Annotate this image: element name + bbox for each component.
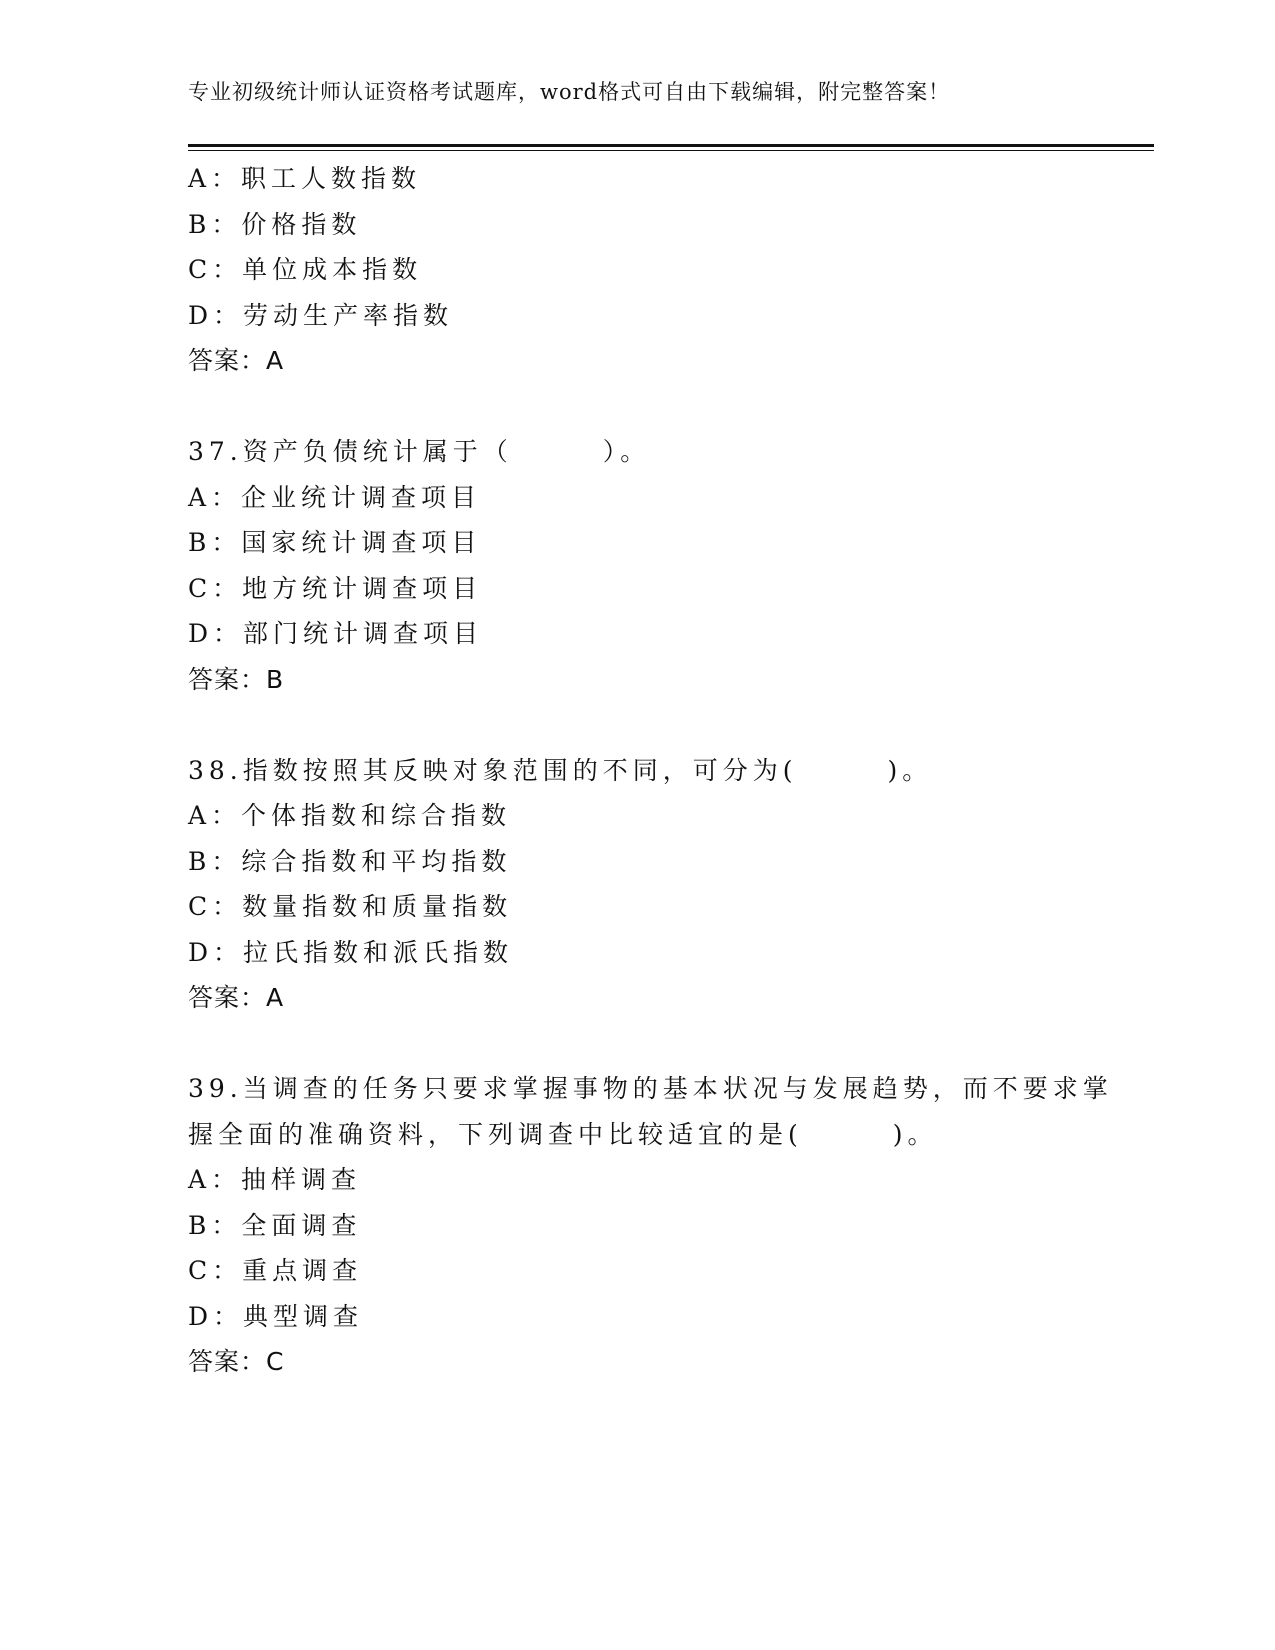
- answer-line: 答案：C: [188, 1347, 285, 1376]
- header-rule-thin: [188, 150, 1154, 151]
- question-38-block: [188, 748, 1088, 1021]
- option-c: C：单位成本指数: [188, 255, 423, 284]
- answer-line: 答案：A: [188, 346, 285, 375]
- question-39-block: [188, 1066, 1113, 1385]
- option-a: A：企业统计调查项目: [188, 482, 482, 512]
- option-d: D：拉氏指数和派氏指数: [188, 937, 514, 967]
- option-b: B：国家统计调查项目: [188, 528, 482, 557]
- option-c: C：地方统计调查项目: [188, 573, 483, 603]
- option-a: A：个体指数和综合指数: [188, 801, 512, 830]
- answer-line: 答案：A: [188, 983, 285, 1012]
- header-rule-thick: [188, 144, 1154, 147]
- question-37-block: [188, 429, 1088, 702]
- answer-line: 答案：B: [188, 664, 285, 694]
- option-d: D：典型调查: [188, 1301, 364, 1331]
- question-text: 37.资产负债统计属于（ ）。: [188, 437, 651, 466]
- option-d: D：部门统计调查项目: [188, 619, 484, 648]
- page-header: 专业初级统计师认证资格考试题库，word格式可自由下载编辑，附完整答案！: [188, 80, 951, 104]
- option-c: C：重点调查: [188, 1256, 363, 1285]
- option-b: B：综合指数和平均指数: [188, 846, 512, 876]
- option-b: B：价格指数: [188, 209, 362, 239]
- option-a: A：抽样调查: [188, 1165, 362, 1194]
- question-text-line-2: 握全面的准确资料，下列调查中比较适宜的是( )。: [188, 1119, 938, 1149]
- question-36-block: [188, 156, 1088, 384]
- option-a: A：职工人数指数: [188, 164, 422, 193]
- option-b: B：全面调查: [188, 1210, 362, 1240]
- question-text-line-1: 39.当调查的任务只要求掌握事物的基本状况与发展趋势，而不要求掌: [188, 1074, 1113, 1103]
- option-c: C：数量指数和质量指数: [188, 892, 513, 921]
- document-body: [188, 156, 1113, 1385]
- question-text: 38.指数按照其反映对象范围的不同，可分为( )。: [188, 755, 933, 785]
- option-d: D：劳动生产率指数: [188, 300, 454, 330]
